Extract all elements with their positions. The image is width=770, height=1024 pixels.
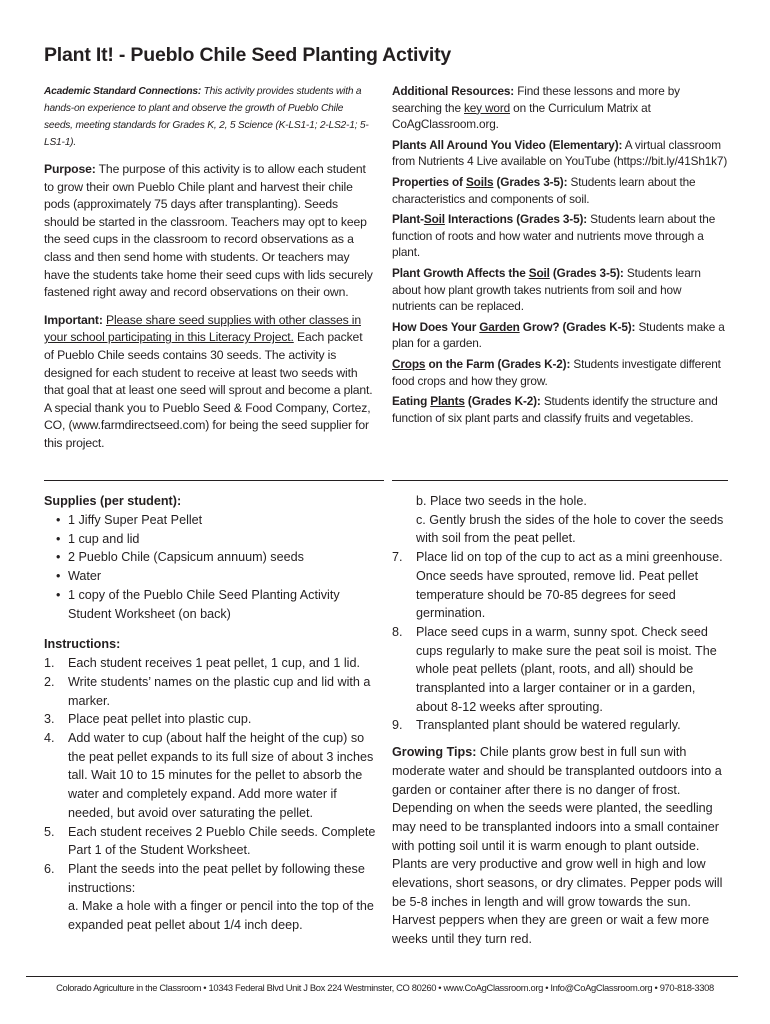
resources-column [392,83,728,430]
list-item [44,586,380,623]
resource-title [392,357,570,371]
resource-title-b: on the Farm (Grades K-2): [425,356,571,371]
step-text: Place seed cups in a warm, sunny spot. Check seed cups regularly to make sure the peat soil is moist. The whole peat pellets (plant, roots, and all) should be transplanted into a larger container or in a garden, about 8-12 weeks after sprouting. [416,624,717,714]
resource-description: Students make a plan for a garden. [392,319,725,351]
resource-title-a: How Does Your [392,319,480,334]
resource-description: A virtual classroom from Nutrients 4 Live available on YouTube (https://bit.ly/41Sh1k7) [392,137,728,169]
resources-list [392,137,728,427]
divider-left [44,480,384,481]
bullet-icon: • [56,569,61,584]
resource-title-b: Interactions (Grades 3-5): [444,212,588,227]
growing-tips-text: Chile plants grow best in full sun with moderate water and should be transplanted outdoors into a garden or container after there is no danger of frost. Depending on when the seeds were planted, the seedling may need to be transplanted indoors into a small container with potting soil until it is warm enough to plant outside. Plants are very productive and grow well in high and low elevations, short seasons, or dry climates. Pepper pods will be 5-8 inches in length and will grow towards the sun. Harvest peppers when they are green or wait a few more weeks until they turn red. [392,745,723,947]
bullet-icon: • [56,550,61,565]
resources-intro [392,83,728,133]
purpose-text: The purpose of this activity is to allow each student to grow their own Pueblo Chile plant and harvest their chile pods (approximately 75 days after transplanting). Seeds should be started in the classroom. Teachers may opt to keep the seed cups in the classroom to record observations as a class and then send home with students. Or teachers may have the students take home their seed cups with lids securely fastened right away and record observations on their own. [44,162,373,300]
resource-item [392,137,728,170]
resource-item [392,211,728,261]
resource-description: Students learn about the function of roots and how water and nutrients move through a plant. [392,212,716,260]
resources-label: Additional Resources: [392,84,515,98]
instruction-step [44,823,380,860]
supplies-heading: Supplies (per student): [44,494,182,508]
growing-tips-label: Growing Tips: [392,745,477,760]
resource-item [392,356,728,389]
divider-right [392,480,728,481]
step-text: Place lid on top of the cup to act as a mini greenhouse. Once seeds have sprouted, remove lid. Peat pellet temperature should be 70-85 degrees for seed germination. [416,550,723,621]
supplies-list [44,511,380,623]
instruction-step [44,710,380,729]
supply-item: 1 copy of the Pueblo Chile Seed Planting Activity Student Worksheet (on back) [68,587,340,621]
important-text: Each packet of Pueblo Chile seeds contains 30 seeds. The activity is designed for each student to receive at least two seeds with that goal that at least one seed will sprout and become a plant. A special thank you to Pueblo Seed & Food Company, Cortez, CO, (www.farmdirectseed.com) for being the seed supplier for this project. [44,330,373,450]
resource-item [392,265,728,315]
instruction-step [392,623,730,717]
step-text: Transplanted plant should be watered regularly. [416,718,681,733]
supplies-instructions-column [44,492,380,935]
resources-key-word: key word [464,100,511,115]
step-text: Plant the seeds into the peat pellet by following these instructions: [68,861,365,895]
step-number: 6. [44,861,55,876]
resource-title-a: Properties of [392,174,466,189]
supply-item: 1 Jiffy Super Peat Pellet [68,513,203,527]
list-item [44,548,380,567]
list-item [44,511,380,530]
resource-key-word: Soils [465,174,494,189]
important-underlined: Please share seed supplies with other classes in your school participating in this Literacy Project. [44,312,361,345]
resource-title-a: Eating [392,394,431,409]
supply-item: 2 Pueblo Chile (Capsicum annuum) seeds [68,550,304,565]
resource-title [392,175,567,189]
academic-label: Academic Standard Connections: [44,86,202,97]
growing-tips [392,743,730,949]
resources-intro-text-b: on the Curriculum Matrix at CoAgClassroom.org. [392,100,651,132]
resource-title-a: Plant- [392,212,424,227]
step-6a: a. Make a hole with a finger or pencil into the top of the expanded peat pellet about 1/4 inch deep. [68,899,374,933]
resource-key-word: Garden [479,319,520,334]
resource-title [392,138,622,152]
list-item [44,530,380,549]
resource-title-b: (Grades 3-5): [493,174,568,189]
step-number: 5. [44,824,55,839]
resource-title-a: Plants All Around You Video (Elementary): [392,137,623,152]
bullet-icon: • [56,531,61,546]
instruction-step [392,716,730,735]
step-number: 9. [392,718,403,733]
resource-title-b: Grow? (Grades K-5): [519,319,636,334]
supply-item: 1 cup and lid [68,531,140,546]
instruction-step [44,654,380,673]
step-number: 4. [44,731,55,746]
instruction-step [44,860,380,897]
resource-title-b: (Grades 3-5): [549,265,624,280]
instructions-list [44,654,380,897]
instructions-continued-column [392,492,730,961]
resource-description: Students learn about the characteristics and components of soil. [392,174,696,206]
page-title: Plant It! - Pueblo Chile Seed Planting Activity [44,44,452,66]
resource-item [392,174,728,207]
resource-key-word: Crops [392,356,426,371]
resource-key-word: Soil [528,265,550,280]
step-number: 8. [392,624,403,639]
resource-description: Students investigate different food crops and how they grow. [392,356,721,388]
important-label: Important: [44,312,103,327]
academic-text: This activity provides students with a hands-on experience to plant and observe the growth of Pueblo Chile seeds, meeting standards for Grades K, 2, 5 Science (K-LS1-1; 2-LS2-1; 5-LS1-1). [44,86,369,148]
bullet-icon: • [56,513,61,527]
resource-item [392,319,728,352]
instructions-heading: Instructions: [44,637,121,652]
bullet-icon: • [56,587,61,602]
list-item [44,567,380,586]
instruction-step [392,548,730,623]
step-number: 2. [44,674,55,689]
purpose-label: Purpose: [44,162,96,176]
resource-title-a: Plant Growth Affects the [392,265,529,280]
instruction-step [44,673,380,710]
resource-item [392,393,728,426]
step-number: 3. [44,712,55,727]
purpose-paragraph [44,161,374,302]
step-text: Write students’ names on the plastic cup and lid with a marker. [68,674,371,708]
instructions-list-continued [392,548,730,735]
supply-item: Water [68,569,102,584]
step-number: 7. [392,550,403,565]
instruction-step [44,729,380,823]
left-intro-column [44,83,374,463]
footer-contact: Colorado Agriculture in the Classroom • 10343 Federal Blvd Unit J Box 224 Westminster, CO 80260 • www.CoAgClassroom.org • Info@CoAgClassroom.org • 970-818-3308 [56,982,714,993]
resource-title [392,212,587,226]
step-text: Each student receives 1 peat pellet, 1 cup, and 1 lid. [68,656,360,671]
resource-title [392,320,635,334]
resource-description: Students identify the structure and function of six plant parts and classify fruits and vegetables. [392,394,718,425]
step-text: Each student receives 2 Pueblo Chile seeds. Complete Part 1 of the Student Worksheet. [68,824,376,858]
resource-key-word: Soil [423,212,445,227]
step-text: Add water to cup (about half the height of the cup) so the peat pellet expands to its full size of about 3 inches tall. Wait 10 to 15 minutes for the pellet to absorb the water and completely expand. Add more water if needed, but avoid over saturating the pellet. [68,731,374,820]
resource-title [392,266,624,280]
resource-description: Students learn about how plant growth takes nutrients from soil and how nutrients can be replaced. [392,265,701,314]
footer-divider [26,976,738,977]
step-number: 1. [44,656,55,671]
resource-key-word: Plants [430,394,465,409]
resource-title-b: (Grades K-2): [464,394,541,409]
academic-standards [44,83,374,151]
step-text: Place peat pellet into plastic cup. [68,712,252,727]
important-paragraph [44,312,374,453]
resources-intro-text-a: Find these lessons and more by searching the [392,84,680,115]
step-6b: b. Place two seeds in the hole. [416,494,587,508]
step-6c: c. Gently brush the sides of the hole to cover the seeds with soil from the peat pellet. [416,512,724,546]
resource-title [392,394,541,408]
